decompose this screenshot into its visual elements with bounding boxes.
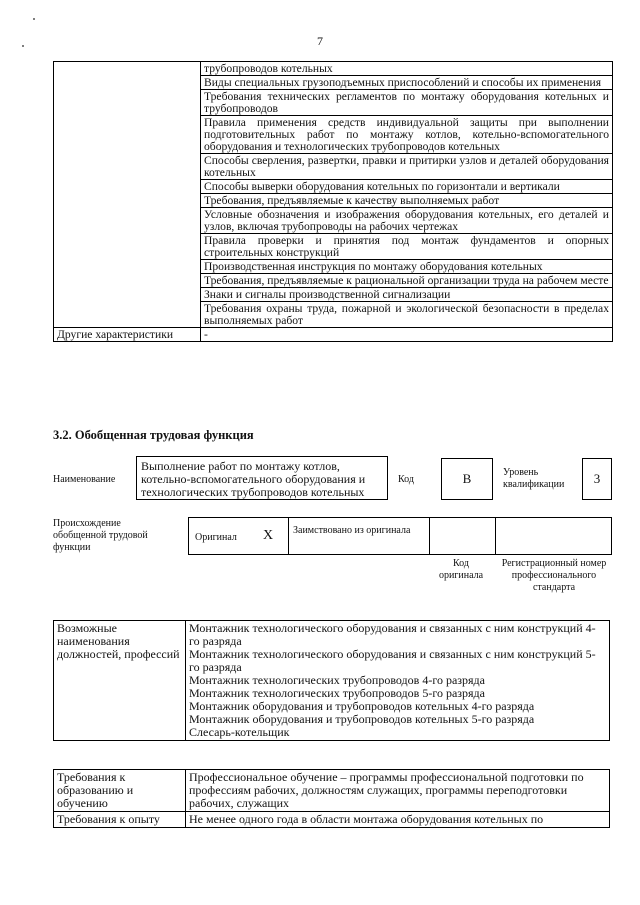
other-characteristics-label: Другие характеристики (54, 328, 201, 342)
list-item: Монтажник технологических трубопроводов 5-го разряда (189, 686, 485, 700)
table-row (54, 812, 610, 828)
list-item: Монтажник технологических трубопроводов 4-го разряда (189, 673, 485, 687)
table-cell: Требования, предъявляемые к качеству выполняемых работ (201, 194, 613, 208)
table-row (54, 328, 613, 342)
education-label: Требования к образованию и обучению (54, 770, 186, 812)
table-cell: Производственная инструкция по монтажу оборудования котельных (201, 260, 613, 274)
table-cell: Требования технических регламентов по монтажу оборудования котельных и трубопроводов (201, 90, 613, 116)
table-row (54, 621, 610, 741)
list-item: Монтажник оборудования и трубопроводов котельных 4-го разряда (189, 699, 535, 713)
table-cell: Виды специальных грузоподъемных приспособлений и способы их применения (201, 76, 613, 90)
page-number: 7 (317, 34, 323, 48)
table-cell: Требования, предъявляемые к рациональной организации труда на рабочем месте (201, 274, 613, 288)
list-item: Монтажник технологического оборудования и связанных с ним конструкций 5-го разряда (189, 647, 596, 674)
table-cell: Требования охраны труда, пожарной и экологической безопасности в пределах выполняемых работ (201, 302, 613, 328)
list-item: Монтажник оборудования и трубопроводов котельных 5-го разряда (189, 712, 535, 726)
origin-box (188, 517, 612, 555)
original-label: Оригинал (195, 532, 237, 543)
table-cell: Способы сверления, развертки, правки и притирки узлов и деталей оборудования котельных (201, 154, 613, 180)
list-item: Монтажник технологического оборудования и связанных с ним конструкций 4-го разряда (189, 621, 596, 648)
positions-list (186, 621, 610, 741)
original-mark: X (263, 528, 274, 543)
experience-value: Не менее одного года в области монтажа оборудования котельных по (186, 812, 610, 828)
experience-label: Требования к опыту (54, 812, 186, 828)
list-item: Слесарь-котельщик (189, 725, 290, 739)
caption-registration-number: Регистрационный номер профессионального стандарта (501, 558, 607, 593)
table-cell: Способы выверки оборудования котельных по горизонтали и вертикали (201, 180, 613, 194)
borrowed-label: Заимствовано из оригинала (293, 525, 411, 536)
origin-code-cell (430, 518, 496, 554)
qualification-level-label: Уровень квалификации (503, 467, 565, 490)
code-label: Код (398, 474, 414, 485)
requirements-table (53, 61, 613, 342)
required-knowledge-cell (54, 62, 201, 328)
origin-label: Происхождение обобщенной трудовой функции (53, 518, 148, 553)
table-cell: Знаки и сигналы производственной сигнализации (201, 288, 613, 302)
table-cell: Правила применения средств индивидуальной защиты при выполнении подготовительных работ по монтажу котлов, котельно-вспомогательного оборудования и технологических трубопроводов котельных (201, 116, 613, 154)
table-cell: Правила проверки и принятия под монтаж фундаментов и опорных строительных конструкций (201, 234, 613, 260)
code-box: В (441, 458, 493, 500)
function-name-label: Наименование (53, 474, 116, 485)
scan-speck (33, 18, 35, 20)
function-name-box: Выполнение работ по монтажу котлов, котельно-вспомогательного оборудования и технологических трубопроводов котельных (136, 456, 388, 500)
qualification-level-box: 3 (582, 458, 612, 500)
table-cell: Условные обозначения и изображения оборудования котельных, его деталей и узлов, включая трубопроводы на рабочих чертежах (201, 208, 613, 234)
other-characteristics-value: - (201, 328, 613, 342)
requirements-education-table (53, 769, 610, 828)
education-value: Профессиональное обучение – программы профессиональной подготовки по профессиям рабочих, должностям служащих, программы переподготовки рабочих, служащих (186, 770, 610, 812)
positions-table (53, 620, 610, 741)
caption-code-original: Код оригинала (438, 558, 484, 581)
section-title: 3.2. Обобщенная трудовая функция (53, 428, 254, 442)
table-cell: трубопроводов котельных (201, 62, 613, 76)
table-row (54, 62, 613, 76)
table-row (54, 770, 610, 812)
positions-label: Возможные наименования должностей, профессий (54, 621, 186, 741)
